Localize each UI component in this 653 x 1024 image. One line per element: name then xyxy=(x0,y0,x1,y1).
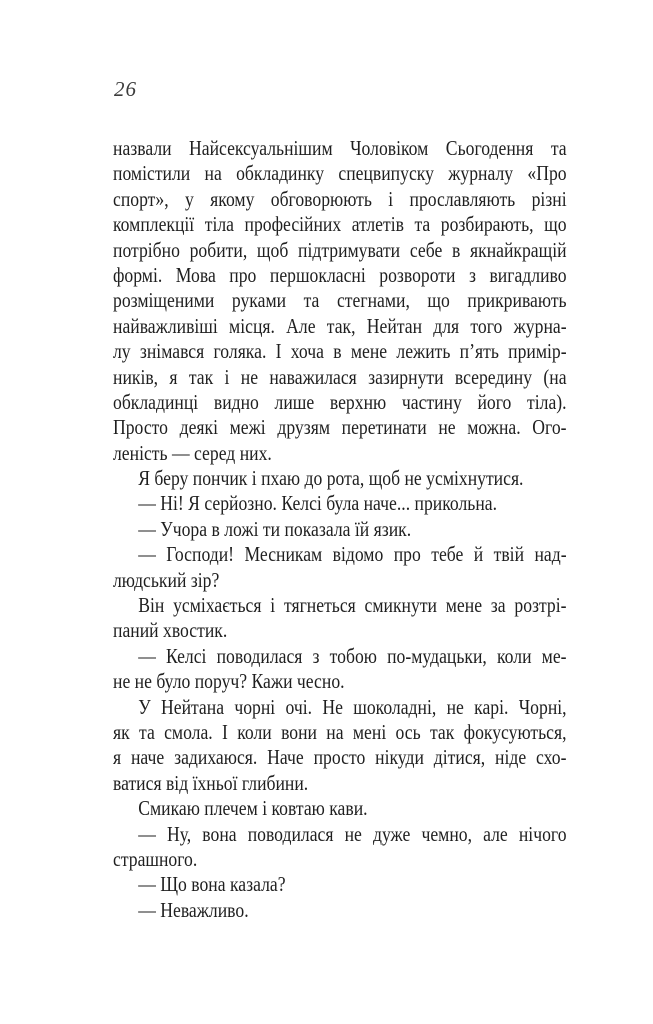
text-line: не не було поруч? Кажи чесно. xyxy=(113,669,345,694)
text-line: Смикаю плечем і ковтаю кави. xyxy=(138,796,368,821)
text-line: страшного. xyxy=(113,846,198,871)
text-line: людський зір? xyxy=(113,567,220,592)
text-line: обкладинці видно лише верхню частину його тіла). xyxy=(113,389,567,414)
text-line: — Неважливо. xyxy=(138,897,249,922)
text-line: назвали Найсексуальнішим Чоловіком Сьогодення та xyxy=(113,136,567,160)
text-line: Я беру пончик і пхаю до рота, щоб не усміхнутися. xyxy=(138,466,524,491)
text-line: як та смола. І коли вони на мені ось так фокусуються, xyxy=(113,719,567,744)
text-line: лу знімався голяка. І хоча в мене лежить п’ять примір- xyxy=(113,339,567,364)
text-line: У Нейтана чорні очі. Не шоколадні, не карі. Чорні, xyxy=(138,694,567,719)
text-line: леність — серед них. xyxy=(113,440,272,465)
text-line: я наче задихаюся. Наче просто нікуди дітися, ніде схо- xyxy=(113,745,567,770)
text-line: формі. Мова про першокласні розвороти з вигадливо xyxy=(113,262,567,287)
text-line: Він усміхається і тягнеться смикнути мене за розтрі- xyxy=(138,593,567,618)
text-line: Просто деякі межі друзям перетинати не можна. Ого- xyxy=(113,415,567,440)
text-line: — Келсі поводилася з тобою по-мудацьки, коли ме- xyxy=(138,643,567,668)
text-line: помістили на обкладинку спецвипуску журналу «Про xyxy=(113,161,567,186)
text-line: — Господи! Месникам відомо про тебе й твій над- xyxy=(138,542,567,567)
page-number: 26 xyxy=(114,77,137,101)
text-line: — Учора в ложі ти показала їй язик. xyxy=(138,516,412,541)
text-line: ватися від їхньої глибини. xyxy=(113,770,309,795)
text-line: найважливіші місця. Але так, Нейтан для того журна- xyxy=(113,313,567,338)
body-text xyxy=(113,136,567,923)
text-line: — Ні! Я серйозно. Келсі була наче... прикольна. xyxy=(138,491,498,516)
text-line: — Що вона казала? xyxy=(138,872,286,897)
text-line: комплекції тіла професійних атлетів та розбирають, що xyxy=(113,212,567,237)
text-line: — Ну, вона поводилася не дуже чемно, але нічого xyxy=(138,821,567,846)
text-line: ників, я так і не наважилася зазирнути всередину (на xyxy=(113,364,567,389)
text-line: паний хвостик. xyxy=(113,618,228,643)
text-line: потрібно робити, щоб підтримувати себе в якнайкращій xyxy=(113,237,567,262)
text-line: спорт», у якому обговорюють і прославляють різні xyxy=(113,186,567,211)
text-line: розміщеними руками та стегнами, що прикривають xyxy=(113,288,567,313)
